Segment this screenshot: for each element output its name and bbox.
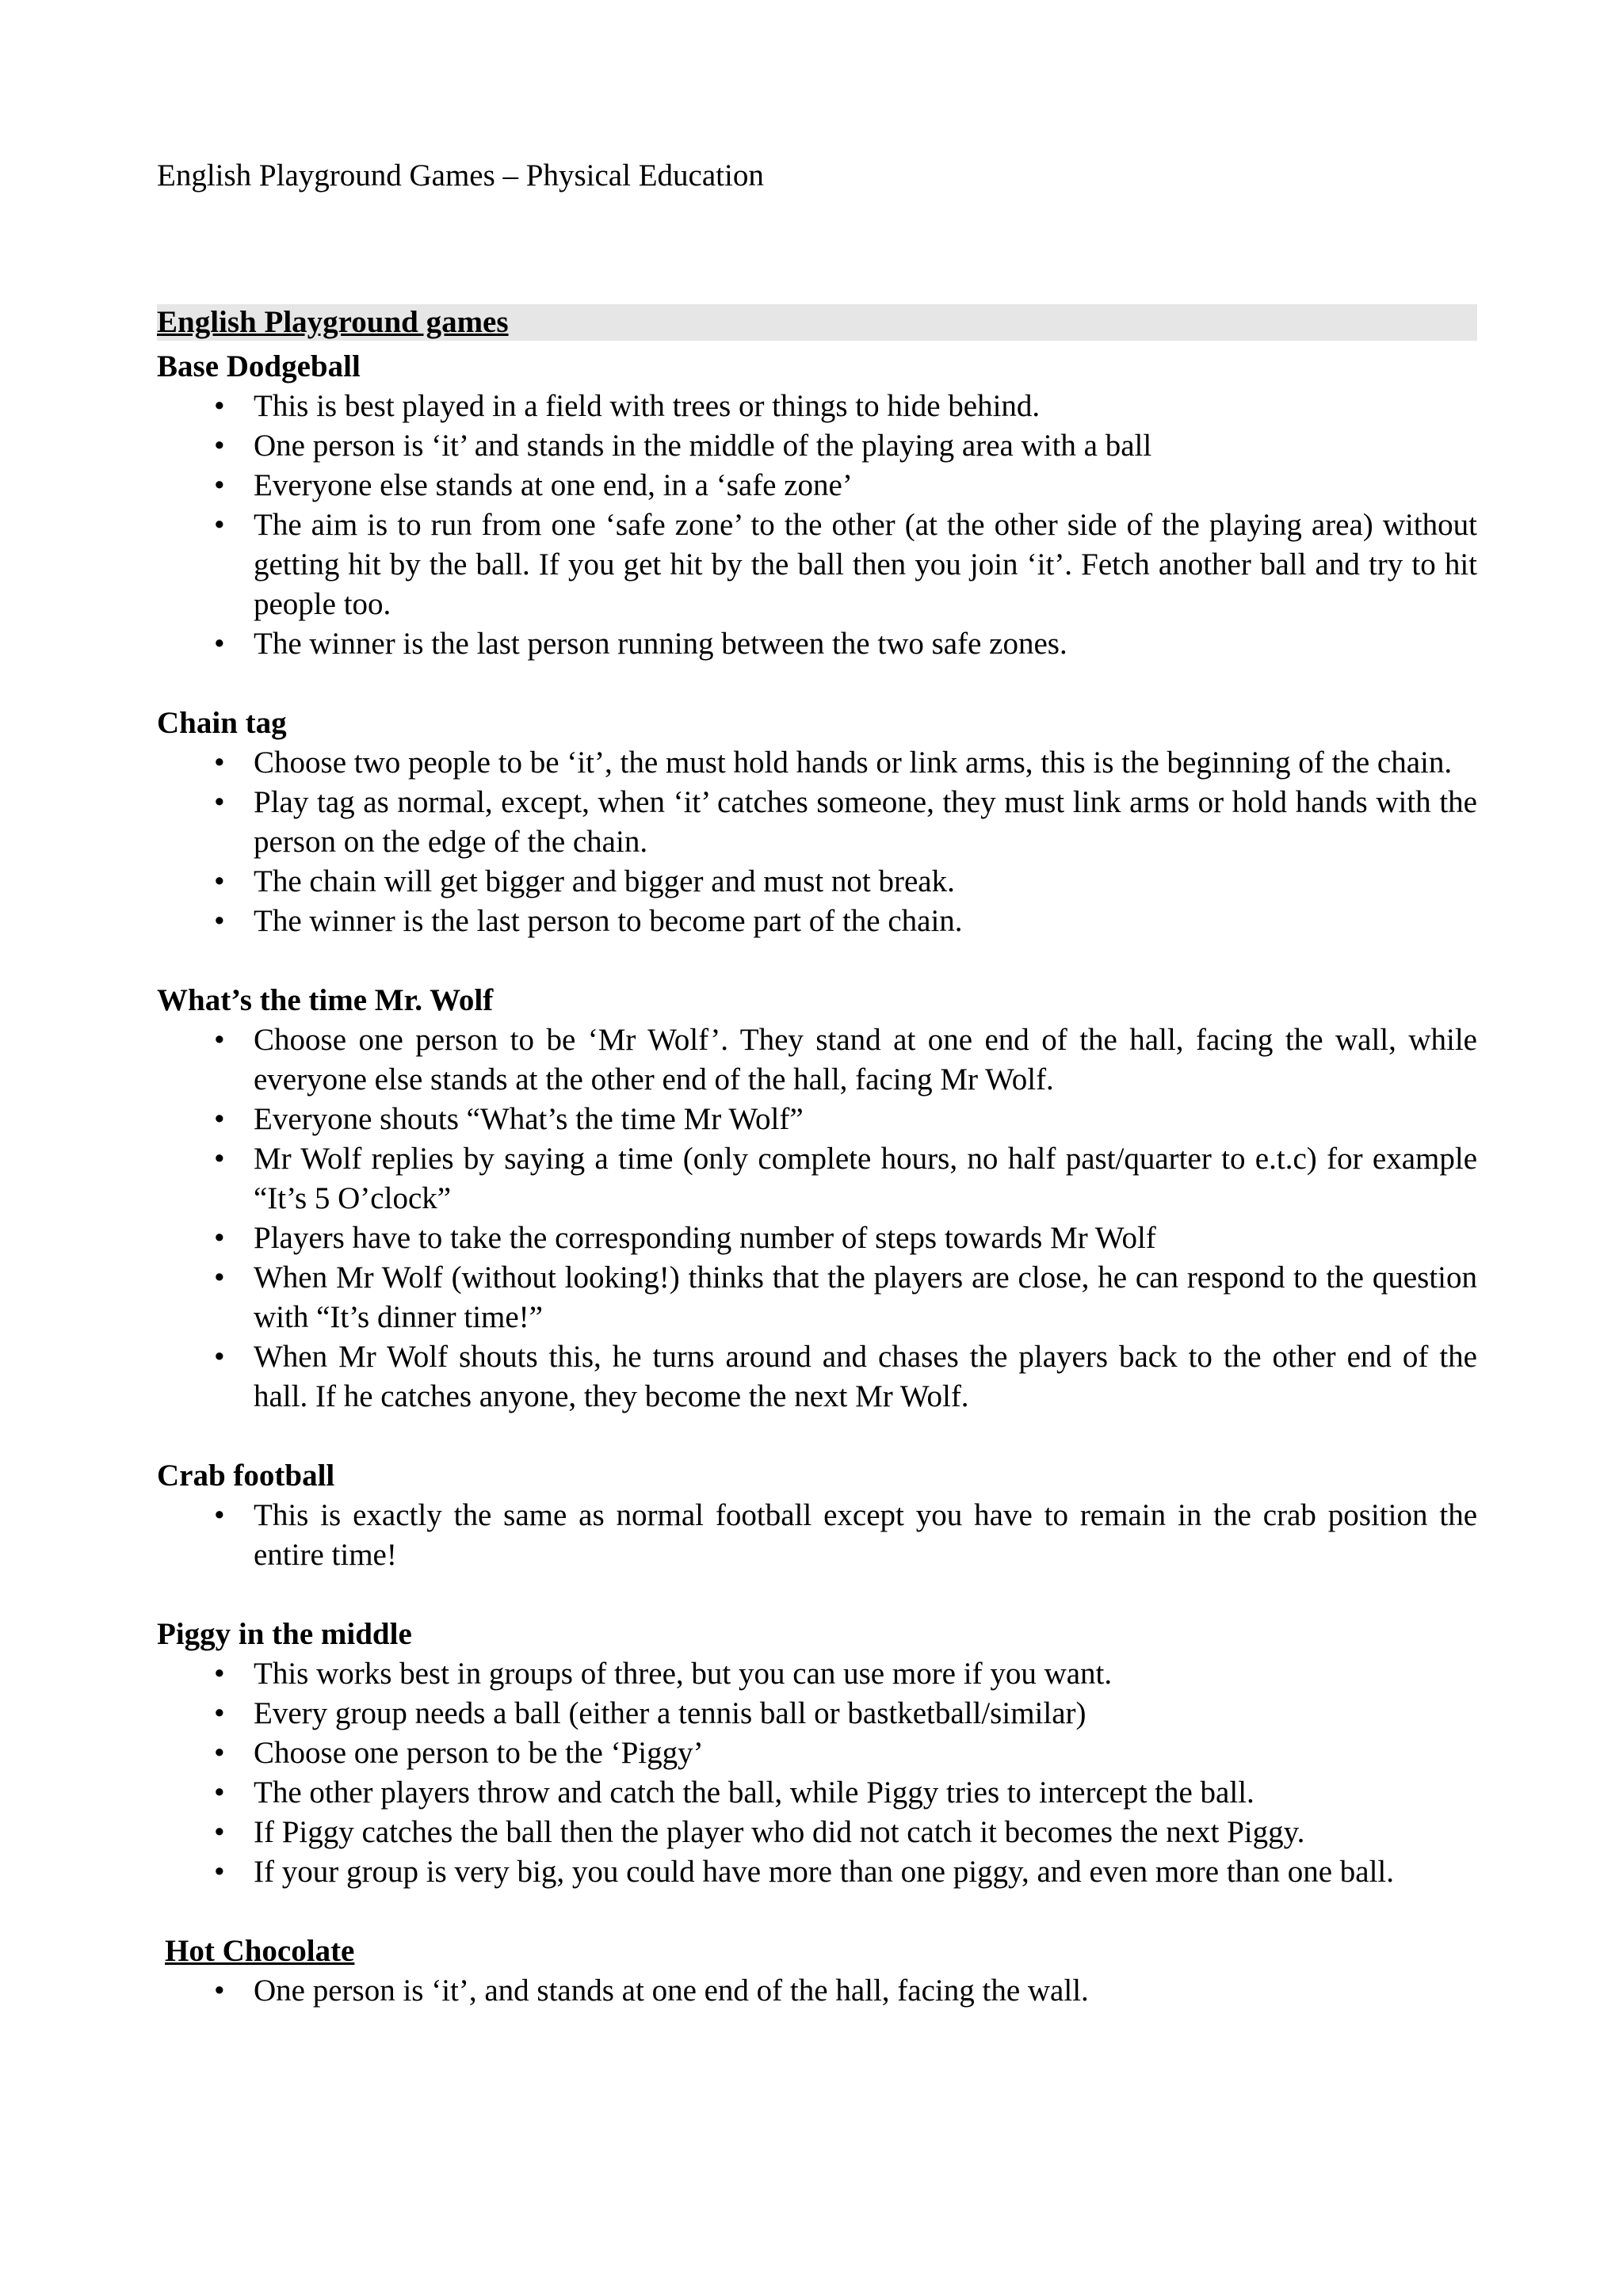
section-heading: English Playground games bbox=[157, 304, 1477, 341]
rule-list bbox=[157, 1496, 1477, 1575]
bullet-icon: • bbox=[214, 1696, 225, 1730]
bullet-icon: • bbox=[214, 508, 225, 542]
bullet-icon: • bbox=[214, 1142, 225, 1176]
rule-text: Everyone else stands at one end, in a ‘safe zone’ bbox=[254, 468, 853, 502]
rule-list bbox=[157, 1654, 1477, 1892]
rule-item bbox=[157, 1100, 1477, 1139]
bullet-icon: • bbox=[214, 1815, 225, 1849]
rule-item bbox=[157, 426, 1477, 466]
bullet-icon: • bbox=[214, 429, 225, 463]
rule-item bbox=[157, 902, 1477, 941]
game-mr-wolf bbox=[157, 981, 1477, 1417]
rule-item bbox=[157, 783, 1477, 862]
document-body bbox=[157, 304, 1477, 2011]
rule-text: Choose one person to be ‘Mr Wolf’. They stand at one end of the hall, facing the wall, while everyone else stands at the other end of the hall, facing Mr Wolf. bbox=[254, 1023, 1477, 1097]
rule-text: If your group is very big, you could have more than one piggy, and even more than one ball. bbox=[254, 1855, 1395, 1889]
game-title: What’s the time Mr. Wolf bbox=[157, 983, 494, 1017]
game-base-dodgeball bbox=[157, 347, 1477, 664]
rule-item bbox=[157, 1139, 1477, 1219]
rule-text: Choose one person to be the ‘Piggy’ bbox=[254, 1736, 704, 1770]
bullet-icon: • bbox=[214, 746, 225, 780]
rule-text: The winner is the last person to become part of the chain. bbox=[254, 904, 963, 938]
game-hot-chocolate bbox=[157, 1932, 1477, 2011]
rule-item bbox=[157, 1813, 1477, 1852]
bullet-icon: • bbox=[214, 785, 225, 819]
rule-text: The winner is the last person running between the two safe zones. bbox=[254, 627, 1067, 661]
bullet-icon: • bbox=[214, 389, 225, 423]
rule-text: Mr Wolf replies by saying a time (only complete hours, no half past/quarter to e.t.c) for example “It’s 5 O’clock” bbox=[254, 1142, 1477, 1215]
rule-item bbox=[157, 387, 1477, 426]
rule-list bbox=[157, 743, 1477, 941]
game-title: Chain tag bbox=[157, 706, 287, 740]
game-title: Hot Chocolate bbox=[165, 1934, 355, 1968]
rule-text: This is best played in a field with trees or things to hide behind. bbox=[254, 389, 1041, 423]
game-crab-football bbox=[157, 1456, 1477, 1575]
rule-item bbox=[157, 1654, 1477, 1694]
bullet-icon: • bbox=[214, 1974, 225, 2008]
rule-text: When Mr Wolf (without looking!) thinks that the players are close, he can respond to the question with “It’s dinner time!” bbox=[254, 1261, 1477, 1334]
rule-text: Every group needs a ball (either a tennis ball or bastketball/similar) bbox=[254, 1696, 1086, 1730]
rule-item bbox=[157, 505, 1477, 624]
rule-item bbox=[157, 1694, 1477, 1733]
rule-list bbox=[157, 1020, 1477, 1417]
rule-text: Choose two people to be ‘it’, the must hold hands or link arms, this is the beginning of the chain. bbox=[254, 746, 1453, 780]
bullet-icon: • bbox=[214, 1340, 225, 1374]
game-title: Crab football bbox=[157, 1459, 335, 1493]
bullet-icon: • bbox=[214, 627, 225, 661]
document-header: English Playground Games – Physical Education bbox=[157, 158, 764, 193]
bullet-icon: • bbox=[214, 864, 225, 898]
rule-item bbox=[157, 1258, 1477, 1337]
rule-item bbox=[157, 743, 1477, 783]
bullet-icon: • bbox=[214, 468, 225, 502]
rule-item bbox=[157, 1971, 1477, 2011]
rule-text: This works best in groups of three, but you can use more if you want. bbox=[254, 1657, 1113, 1691]
rule-item bbox=[157, 862, 1477, 902]
rule-item bbox=[157, 624, 1477, 664]
game-title: Piggy in the middle bbox=[157, 1617, 412, 1651]
rule-text: One person is ‘it’ and stands in the middle of the playing area with a ball bbox=[254, 429, 1152, 463]
rule-item bbox=[157, 1852, 1477, 1892]
rule-item bbox=[157, 1496, 1477, 1575]
rule-text: Play tag as normal, except, when ‘it’ catches someone, they must link arms or hold hands with the person on the edge of the chain. bbox=[254, 785, 1477, 859]
bullet-icon: • bbox=[214, 1657, 225, 1691]
rule-text: When Mr Wolf shouts this, he turns around and chases the players back to the other end of the hall. If he catches anyone, they become the next Mr Wolf. bbox=[254, 1340, 1477, 1413]
rule-text: This is exactly the same as normal football except you have to remain in the crab position the entire time! bbox=[254, 1498, 1477, 1572]
bullet-icon: • bbox=[214, 1775, 225, 1810]
game-piggy-in-the-middle bbox=[157, 1615, 1477, 1892]
bullet-icon: • bbox=[214, 1261, 225, 1295]
rule-text: If Piggy catches the ball then the player who did not catch it becomes the next Piggy. bbox=[254, 1815, 1305, 1849]
rule-text: The chain will get bigger and bigger and must not break. bbox=[254, 864, 955, 898]
rule-list bbox=[157, 1971, 1477, 2011]
bullet-icon: • bbox=[214, 1736, 225, 1770]
rule-text: Everyone shouts “What’s the time Mr Wolf” bbox=[254, 1102, 804, 1136]
bullet-icon: • bbox=[214, 1023, 225, 1057]
rule-text: The aim is to run from one ‘safe zone’ to the other (at the other side of the playing area) without getting hit by the ball. If you get hit by the ball then you join ‘it’. Fetch another ball and try to hit people too. bbox=[254, 508, 1477, 621]
bullet-icon: • bbox=[214, 904, 225, 938]
bullet-icon: • bbox=[214, 1498, 225, 1532]
rule-item bbox=[157, 1773, 1477, 1813]
rule-item bbox=[157, 466, 1477, 505]
game-title: Base Dodgeball bbox=[157, 349, 361, 383]
rule-item bbox=[157, 1219, 1477, 1258]
rule-text: One person is ‘it’, and stands at one end of the hall, facing the wall. bbox=[254, 1974, 1089, 2008]
rule-item bbox=[157, 1337, 1477, 1417]
game-chain-tag bbox=[157, 704, 1477, 941]
rule-item bbox=[157, 1733, 1477, 1773]
bullet-icon: • bbox=[214, 1102, 225, 1136]
rule-text: The other players throw and catch the ball, while Piggy tries to intercept the ball. bbox=[254, 1775, 1254, 1810]
rule-list bbox=[157, 387, 1477, 664]
bullet-icon: • bbox=[214, 1855, 225, 1889]
rule-item bbox=[157, 1020, 1477, 1100]
rule-text: Players have to take the corresponding number of steps towards Mr Wolf bbox=[254, 1221, 1156, 1255]
bullet-icon: • bbox=[214, 1221, 225, 1255]
